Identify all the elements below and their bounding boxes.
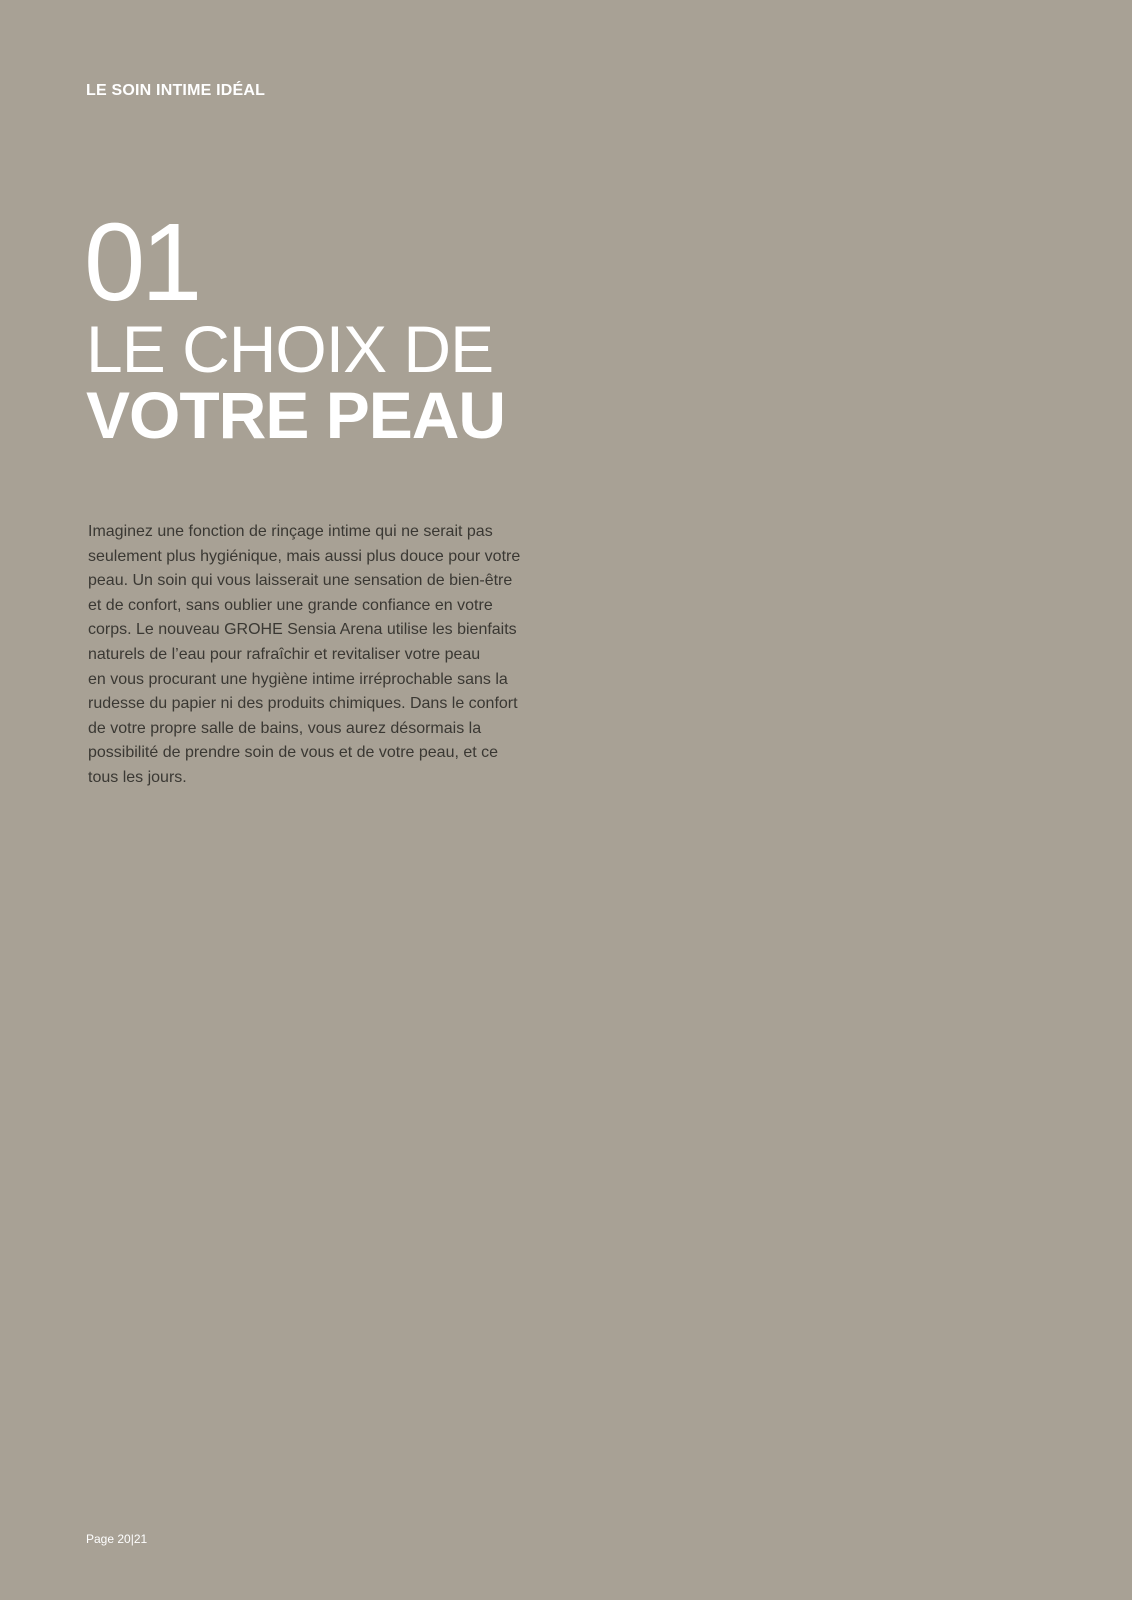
section-label: LE SOIN INTIME IDÉAL [86, 82, 266, 99]
body-line: et de confort, sans oublier une grande confiance en votre [88, 596, 493, 614]
body-line: naturels de l’eau pour rafraîchir et revitaliser votre peau [88, 645, 481, 663]
page-number: Page 20|21 [86, 1532, 148, 1546]
body-line: corps. Le nouveau GROHE Sensia Arena utilise les bienfaits [88, 621, 517, 639]
chapter-number: 01 [84, 201, 199, 324]
chapter-title-line-2: VOTRE PEAU [86, 378, 506, 452]
body-line: seulement plus hygiénique, mais aussi plus douce pour votre [88, 547, 521, 565]
body-line: en vous procurant une hygiène intime irréprochable sans la [88, 670, 508, 688]
body-line: Imaginez une fonction de rinçage intime qui ne serait pas [88, 523, 493, 540]
body-line: possibilité de prendre soin de vous et de votre peau, et ce [88, 744, 499, 762]
body-line: tous les jours. [88, 768, 187, 786]
body-line: peau. Un soin qui vous laisserait une sensation de bien-être [88, 572, 513, 590]
body-line: de votre propre salle de bains, vous aurez désormais la [88, 719, 482, 737]
body-paragraph [88, 520, 568, 791]
body-line: rudesse du papier ni des produits chimiques. Dans le confort [88, 695, 518, 713]
chapter-title-line-1: LE CHOIX DE [86, 312, 494, 386]
